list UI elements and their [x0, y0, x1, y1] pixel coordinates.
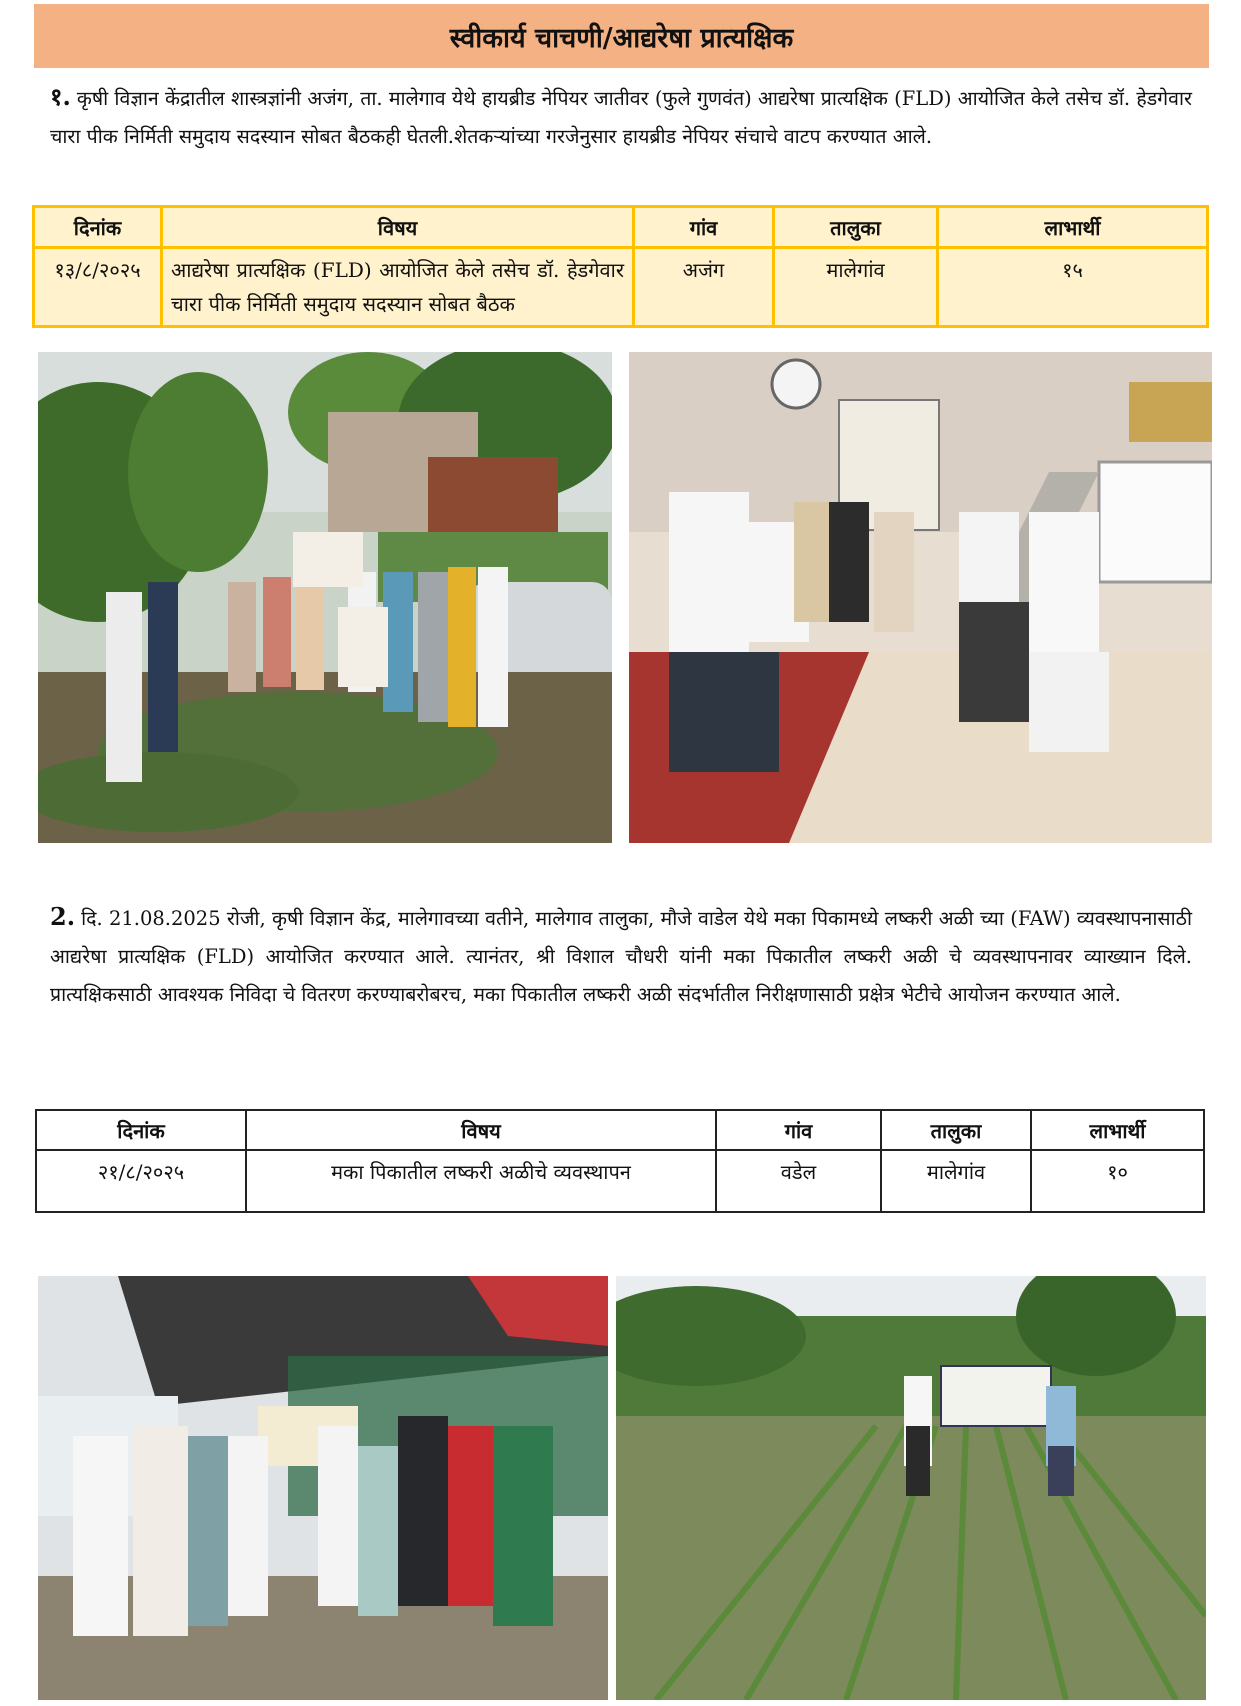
cell-taluka: मालेगांव	[774, 248, 938, 327]
cell-taluka: मालेगांव	[881, 1150, 1031, 1212]
cell-subject: मका पिकातील लष्करी अळीचे व्यवस्थापन	[246, 1150, 716, 1212]
cell-subject: आद्यरेषा प्रात्यक्षिक (FLD) आयोजित केले तसेच डॉ. हेडगेवार चारा पीक निर्मिती समुदाय सदस्यान सोबत बैठक	[162, 248, 634, 327]
header-subject: विषय	[162, 207, 634, 248]
section-2-number: 2.	[50, 902, 76, 931]
photo-napier-distribution	[38, 352, 612, 843]
table-header-row	[34, 207, 1208, 248]
header-village: गांव	[634, 207, 774, 248]
table-header-row	[36, 1110, 1204, 1150]
section-1-paragraph	[50, 78, 1192, 156]
cell-beneficiaries: १०	[1031, 1150, 1204, 1212]
table-row	[34, 248, 1208, 327]
section-2-paragraph	[50, 898, 1192, 1014]
header-taluka: तालुका	[774, 207, 938, 248]
cell-date: २१/८/२०२५	[36, 1150, 246, 1212]
section-2-table	[35, 1109, 1205, 1213]
header-village: गांव	[716, 1110, 881, 1150]
header-date: दिनांक	[36, 1110, 246, 1150]
section-2-text: दि. 21.08.2025 रोजी, कृषी विज्ञान केंद्र, मालेगावच्या वतीने, मालेगाव तालुका, मौजे वाडेल येथे मका पिकामध्ये लष्करी अळी च्या (FAW) व्यवस्थापनासाठी आद्यरेषा प्रात्यक्षिक (FLD) आयोजित करण्यात आले. त्यानंतर, श्री विशाल चौधरी यांनी मका पिकातील लष्करी अळी चे व्यवस्थापनावर व्याख्यान दिले. प्रात्यक्षिकसाठी आवश्यक निविदा चे वितरण करण्याबरोबरच, मका पिकातील लष्करी अळी संदर्भातील निरीक्षणासाठी प्रक्षेत्र भेटीचे आयोजन करण्यात आले.	[50, 907, 1192, 1006]
cell-village: वडेल	[716, 1150, 881, 1212]
header-subject: विषय	[246, 1110, 716, 1150]
section-1-table	[32, 205, 1209, 328]
header-beneficiaries: लाभार्थी	[938, 207, 1208, 248]
header-taluka: तालुका	[881, 1110, 1031, 1150]
table-row	[36, 1150, 1204, 1212]
section-1-number: १.	[50, 82, 71, 111]
photo-maize-field	[616, 1276, 1206, 1700]
page-title-text: स्वीकार्य चाचणी/आद्यरेषा प्रात्यक्षिक	[449, 22, 794, 54]
page-title	[34, 4, 1209, 68]
photo-input-distribution	[38, 1276, 608, 1700]
header-date: दिनांक	[34, 207, 162, 248]
cell-date: १३/८/२०२५	[34, 248, 162, 327]
cell-beneficiaries: १५	[938, 248, 1208, 327]
header-beneficiaries: लाभार्थी	[1031, 1110, 1204, 1150]
photo-indoor-meeting	[629, 352, 1212, 843]
section-1-text: कृषी विज्ञान केंद्रातील शास्त्रज्ञांनी अजंग, ता. मालेगाव येथे हायब्रीड नेपियर जातीवर (फुले गुणवंत) आद्यरेषा प्रात्यक्षिक (FLD) आयोजित केले तसेच डॉ. हेडगेवार चारा पीक निर्मिती समुदाय सदस्यान सोबत बैठकही घेतली.शेतकऱ्यांच्या गरजेनुसार हायब्रीड नेपियर संचाचे वाटप करण्यात आले.	[50, 87, 1192, 148]
cell-village: अजंग	[634, 248, 774, 327]
